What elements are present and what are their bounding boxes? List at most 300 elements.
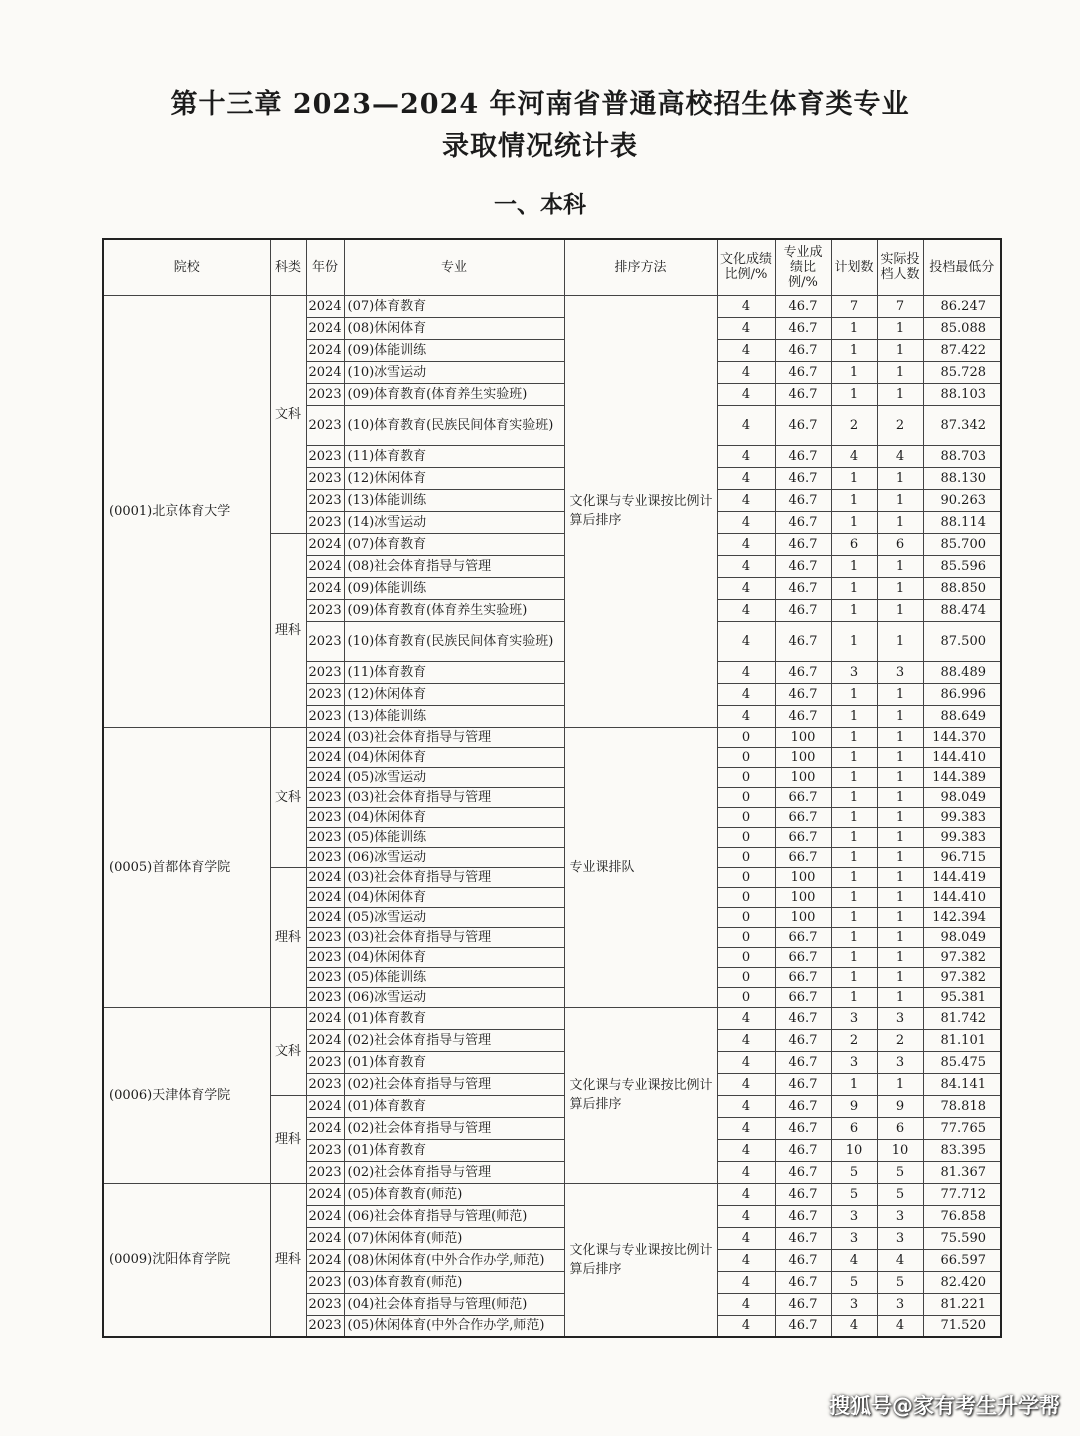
major-cell: (02)社会体育指导与管理: [344, 1073, 564, 1095]
year-cell: 2024: [306, 555, 344, 577]
min-score-cell: 66.597: [923, 1249, 1001, 1271]
major-cell: (03)体育教育(师范): [344, 1271, 564, 1293]
culture-ratio-cell: 4: [717, 1117, 775, 1139]
pro-ratio-cell: 66.7: [775, 787, 831, 807]
major-cell: (11)体育教育: [344, 445, 564, 467]
min-score-cell: 81.367: [923, 1161, 1001, 1183]
min-score-cell: 87.342: [923, 405, 1001, 445]
pro-ratio-cell: 46.7: [775, 1249, 831, 1271]
page-title-line2: 录取情况统计表: [442, 131, 638, 162]
plan-cell: 1: [831, 807, 877, 827]
min-score-cell: 144.410: [923, 887, 1001, 907]
category-cell: 理科: [270, 1183, 306, 1337]
major-cell: (06)冰雪运动: [344, 847, 564, 867]
culture-ratio-cell: 4: [717, 1139, 775, 1161]
year-cell: 2023: [306, 947, 344, 967]
culture-ratio-cell: 0: [717, 787, 775, 807]
pro-ratio-cell: 46.7: [775, 661, 831, 683]
plan-cell: 1: [831, 947, 877, 967]
min-score-cell: 78.818: [923, 1095, 1001, 1117]
plan-cell: 5: [831, 1183, 877, 1205]
page-title-line1: 第十三章 2023—2024 年河南省普通高校招生体育类专业: [170, 89, 910, 120]
major-cell: (04)休闲体育: [344, 887, 564, 907]
plan-cell: 1: [831, 383, 877, 405]
school-name-cell: (0009)沈阳体育学院: [103, 1183, 270, 1337]
min-score-cell: 77.765: [923, 1117, 1001, 1139]
major-cell: (02)社会体育指导与管理: [344, 1029, 564, 1051]
actual-cell: 1: [877, 727, 923, 747]
category-cell: 理科: [270, 533, 306, 727]
plan-cell: 1: [831, 827, 877, 847]
year-cell: 2023: [306, 599, 344, 621]
actual-cell: 10: [877, 1139, 923, 1161]
actual-cell: 1: [877, 747, 923, 767]
plan-cell: 4: [831, 445, 877, 467]
major-cell: (03)社会体育指导与管理: [344, 867, 564, 887]
culture-ratio-cell: 4: [717, 445, 775, 467]
year-cell: 2024: [306, 1095, 344, 1117]
major-cell: (09)体育教育(体育养生实验班): [344, 599, 564, 621]
plan-cell: 7: [831, 295, 877, 317]
year-cell: 2024: [306, 887, 344, 907]
year-cell: 2024: [306, 533, 344, 555]
min-score-cell: 90.263: [923, 489, 1001, 511]
header-category: 科类: [270, 239, 306, 295]
major-cell: (09)体育教育(体育养生实验班): [344, 383, 564, 405]
actual-cell: 4: [877, 1249, 923, 1271]
actual-cell: 1: [877, 577, 923, 599]
year-cell: 2024: [306, 1117, 344, 1139]
year-cell: 2023: [306, 967, 344, 987]
plan-cell: 1: [831, 847, 877, 867]
major-cell: (04)休闲体育: [344, 947, 564, 967]
pro-ratio-cell: 46.7: [775, 1051, 831, 1073]
actual-cell: 1: [877, 511, 923, 533]
year-cell: 2023: [306, 1271, 344, 1293]
culture-ratio-cell: 4: [717, 577, 775, 599]
min-score-cell: 144.389: [923, 767, 1001, 787]
year-cell: 2023: [306, 661, 344, 683]
actual-cell: 3: [877, 1051, 923, 1073]
culture-ratio-cell: 4: [717, 1205, 775, 1227]
pro-ratio-cell: 46.7: [775, 295, 831, 317]
culture-ratio-cell: 4: [717, 1007, 775, 1029]
major-cell: (01)体育教育: [344, 1007, 564, 1029]
table-body: [103, 295, 1001, 1337]
min-score-cell: 85.728: [923, 361, 1001, 383]
pro-ratio-cell: 46.7: [775, 383, 831, 405]
min-score-cell: 99.383: [923, 807, 1001, 827]
year-cell: 2023: [306, 1161, 344, 1183]
actual-cell: 1: [877, 317, 923, 339]
plan-cell: 10: [831, 1139, 877, 1161]
pro-ratio-cell: 46.7: [775, 1007, 831, 1029]
year-cell: 2023: [306, 1139, 344, 1161]
min-score-cell: 99.383: [923, 827, 1001, 847]
plan-cell: 4: [831, 1315, 877, 1337]
actual-cell: 1: [877, 847, 923, 867]
min-score-cell: 85.700: [923, 533, 1001, 555]
year-cell: 2023: [306, 511, 344, 533]
min-score-cell: 84.141: [923, 1073, 1001, 1095]
actual-cell: 4: [877, 1315, 923, 1337]
actual-cell: 1: [877, 1073, 923, 1095]
plan-cell: 1: [831, 887, 877, 907]
category-cell: 理科: [270, 1095, 306, 1183]
plan-cell: 1: [831, 747, 877, 767]
pro-ratio-cell: 46.7: [775, 705, 831, 727]
culture-ratio-cell: 0: [717, 867, 775, 887]
min-score-cell: 86.996: [923, 683, 1001, 705]
min-score-cell: 82.420: [923, 1271, 1001, 1293]
pro-ratio-cell: 46.7: [775, 683, 831, 705]
actual-cell: 3: [877, 661, 923, 683]
culture-ratio-cell: 4: [717, 467, 775, 489]
plan-cell: 1: [831, 339, 877, 361]
major-cell: (06)社会体育指导与管理(师范): [344, 1205, 564, 1227]
min-score-cell: 76.858: [923, 1205, 1001, 1227]
actual-cell: 1: [877, 827, 923, 847]
year-cell: 2023: [306, 383, 344, 405]
culture-ratio-cell: 0: [717, 927, 775, 947]
actual-cell: 1: [877, 967, 923, 987]
pro-ratio-cell: 46.7: [775, 1073, 831, 1095]
category-cell: 文科: [270, 295, 306, 533]
year-cell: 2024: [306, 727, 344, 747]
actual-cell: 1: [877, 383, 923, 405]
major-cell: (05)冰雪运动: [344, 907, 564, 927]
min-score-cell: 87.422: [923, 339, 1001, 361]
culture-ratio-cell: 0: [717, 987, 775, 1007]
major-cell: (02)社会体育指导与管理: [344, 1117, 564, 1139]
culture-ratio-cell: 0: [717, 767, 775, 787]
pro-ratio-cell: 46.7: [775, 577, 831, 599]
culture-ratio-cell: 4: [717, 621, 775, 661]
actual-cell: 1: [877, 907, 923, 927]
actual-cell: 1: [877, 887, 923, 907]
actual-cell: 6: [877, 1117, 923, 1139]
year-cell: 2023: [306, 827, 344, 847]
plan-cell: 3: [831, 1051, 877, 1073]
culture-ratio-cell: 4: [717, 1315, 775, 1337]
min-score-cell: 88.649: [923, 705, 1001, 727]
school-name-cell: (0006)天津体育学院: [103, 1007, 270, 1183]
actual-cell: 1: [877, 927, 923, 947]
min-score-cell: 85.088: [923, 317, 1001, 339]
year-cell: 2024: [306, 577, 344, 599]
method-cell: 文化课与专业课按比例计算后排序: [564, 1183, 717, 1337]
culture-ratio-cell: 0: [717, 827, 775, 847]
year-cell: 2023: [306, 705, 344, 727]
plan-cell: 3: [831, 1007, 877, 1029]
year-cell: 2023: [306, 405, 344, 445]
admission-table: [102, 238, 1002, 1338]
actual-cell: 1: [877, 555, 923, 577]
culture-ratio-cell: 0: [717, 847, 775, 867]
year-cell: 2023: [306, 787, 344, 807]
year-cell: 2024: [306, 1007, 344, 1029]
major-cell: (07)体育教育: [344, 295, 564, 317]
major-cell: (04)社会体育指导与管理(师范): [344, 1293, 564, 1315]
actual-cell: 5: [877, 1161, 923, 1183]
plan-cell: 1: [831, 599, 877, 621]
culture-ratio-cell: 4: [717, 1293, 775, 1315]
plan-cell: 1: [831, 705, 877, 727]
major-cell: (05)休闲体育(中外合作办学,师范): [344, 1315, 564, 1337]
plan-cell: 3: [831, 1227, 877, 1249]
pro-ratio-cell: 46.7: [775, 445, 831, 467]
pro-ratio-cell: 46.7: [775, 405, 831, 445]
year-cell: 2023: [306, 1293, 344, 1315]
major-cell: (13)体能训练: [344, 489, 564, 511]
major-cell: (10)体育教育(民族民间体育实验班): [344, 405, 564, 445]
pro-ratio-cell: 66.7: [775, 807, 831, 827]
pro-ratio-cell: 66.7: [775, 987, 831, 1007]
major-cell: (05)体能训练: [344, 827, 564, 847]
school-name-cell: (0001)北京体育大学: [103, 295, 270, 727]
year-cell: 2024: [306, 867, 344, 887]
major-cell: (03)社会体育指导与管理: [344, 787, 564, 807]
culture-ratio-cell: 4: [717, 489, 775, 511]
pro-ratio-cell: 46.7: [775, 1029, 831, 1051]
actual-cell: 3: [877, 1205, 923, 1227]
actual-cell: 1: [877, 361, 923, 383]
actual-cell: 1: [877, 867, 923, 887]
year-cell: 2024: [306, 295, 344, 317]
min-score-cell: 144.370: [923, 727, 1001, 747]
actual-cell: 1: [877, 467, 923, 489]
plan-cell: 1: [831, 1073, 877, 1095]
method-cell: 文化课与专业课按比例计算后排序: [564, 295, 717, 727]
actual-cell: 1: [877, 683, 923, 705]
plan-cell: 1: [831, 489, 877, 511]
pro-ratio-cell: 100: [775, 907, 831, 927]
plan-cell: 1: [831, 317, 877, 339]
min-score-cell: 86.247: [923, 295, 1001, 317]
plan-cell: 2: [831, 405, 877, 445]
major-cell: (05)体育教育(师范): [344, 1183, 564, 1205]
culture-ratio-cell: 4: [717, 1051, 775, 1073]
pro-ratio-cell: 46.7: [775, 599, 831, 621]
pro-ratio-cell: 46.7: [775, 1095, 831, 1117]
major-cell: (05)冰雪运动: [344, 767, 564, 787]
year-cell: 2023: [306, 847, 344, 867]
major-cell: (10)体育教育(民族民间体育实验班): [344, 621, 564, 661]
culture-ratio-cell: 4: [717, 555, 775, 577]
plan-cell: 5: [831, 1271, 877, 1293]
culture-ratio-cell: 4: [717, 599, 775, 621]
major-cell: (10)冰雪运动: [344, 361, 564, 383]
plan-cell: 1: [831, 511, 877, 533]
year-cell: 2024: [306, 361, 344, 383]
year-cell: 2023: [306, 489, 344, 511]
actual-cell: 5: [877, 1183, 923, 1205]
min-score-cell: 81.742: [923, 1007, 1001, 1029]
major-cell: (02)社会体育指导与管理: [344, 1161, 564, 1183]
pro-ratio-cell: 46.7: [775, 489, 831, 511]
plan-cell: 2: [831, 1029, 877, 1051]
actual-cell: 3: [877, 1293, 923, 1315]
year-cell: 2023: [306, 987, 344, 1007]
pro-ratio-cell: 46.7: [775, 1183, 831, 1205]
culture-ratio-cell: 4: [717, 1227, 775, 1249]
major-cell: (07)休闲体育(师范): [344, 1227, 564, 1249]
pro-ratio-cell: 46.7: [775, 1117, 831, 1139]
year-cell: 2023: [306, 683, 344, 705]
culture-ratio-cell: 4: [717, 339, 775, 361]
min-score-cell: 97.382: [923, 967, 1001, 987]
pro-ratio-cell: 46.7: [775, 1161, 831, 1183]
table-row: [103, 295, 1001, 317]
culture-ratio-cell: 4: [717, 533, 775, 555]
min-score-cell: 144.410: [923, 747, 1001, 767]
year-cell: 2023: [306, 807, 344, 827]
major-cell: (12)休闲体育: [344, 683, 564, 705]
culture-ratio-cell: 4: [717, 1029, 775, 1051]
actual-cell: 1: [877, 705, 923, 727]
plan-cell: 1: [831, 927, 877, 947]
year-cell: 2023: [306, 445, 344, 467]
min-score-cell: 83.395: [923, 1139, 1001, 1161]
header-culture-ratio: 文化成绩比例/%: [717, 239, 775, 295]
culture-ratio-cell: 0: [717, 807, 775, 827]
major-cell: (09)体能训练: [344, 339, 564, 361]
major-cell: (08)休闲体育(中外合作办学,师范): [344, 1249, 564, 1271]
category-cell: 文科: [270, 1007, 306, 1095]
min-score-cell: 98.049: [923, 787, 1001, 807]
culture-ratio-cell: 4: [717, 683, 775, 705]
section-title: 一、本科: [494, 191, 586, 218]
culture-ratio-cell: 0: [717, 747, 775, 767]
pro-ratio-cell: 100: [775, 887, 831, 907]
pro-ratio-cell: 46.7: [775, 533, 831, 555]
pro-ratio-cell: 46.7: [775, 1315, 831, 1337]
pro-ratio-cell: 100: [775, 867, 831, 887]
culture-ratio-cell: 4: [717, 1249, 775, 1271]
min-score-cell: 95.381: [923, 987, 1001, 1007]
culture-ratio-cell: 0: [717, 907, 775, 927]
plan-cell: 3: [831, 1293, 877, 1315]
culture-ratio-cell: 4: [717, 361, 775, 383]
min-score-cell: 88.474: [923, 599, 1001, 621]
min-score-cell: 85.596: [923, 555, 1001, 577]
actual-cell: 5: [877, 1271, 923, 1293]
actual-cell: 1: [877, 599, 923, 621]
pro-ratio-cell: 100: [775, 767, 831, 787]
pro-ratio-cell: 46.7: [775, 511, 831, 533]
year-cell: 2023: [306, 1073, 344, 1095]
pro-ratio-cell: 66.7: [775, 967, 831, 987]
culture-ratio-cell: 4: [717, 383, 775, 405]
plan-cell: 1: [831, 867, 877, 887]
actual-cell: 1: [877, 339, 923, 361]
year-cell: 2023: [306, 927, 344, 947]
actual-cell: 4: [877, 445, 923, 467]
plan-cell: 1: [831, 767, 877, 787]
culture-ratio-cell: 4: [717, 1073, 775, 1095]
header-school: 院校: [103, 239, 270, 295]
culture-ratio-cell: 0: [717, 887, 775, 907]
pro-ratio-cell: 46.7: [775, 621, 831, 661]
culture-ratio-cell: 4: [717, 405, 775, 445]
plan-cell: 6: [831, 1117, 877, 1139]
major-cell: (13)体能训练: [344, 705, 564, 727]
plan-cell: 1: [831, 621, 877, 661]
plan-cell: 1: [831, 907, 877, 927]
major-cell: (04)休闲体育: [344, 807, 564, 827]
year-cell: 2024: [306, 767, 344, 787]
pro-ratio-cell: 46.7: [775, 1227, 831, 1249]
actual-cell: 7: [877, 295, 923, 317]
pro-ratio-cell: 46.7: [775, 339, 831, 361]
table-row: [103, 1007, 1001, 1029]
pro-ratio-cell: 46.7: [775, 1205, 831, 1227]
actual-cell: 2: [877, 405, 923, 445]
pro-ratio-cell: 46.7: [775, 361, 831, 383]
plan-cell: 6: [831, 533, 877, 555]
source-watermark: 搜狐号@家有考生升学帮: [829, 1394, 1060, 1418]
culture-ratio-cell: 0: [717, 727, 775, 747]
school-name-cell: (0005)首都体育学院: [103, 727, 270, 1007]
actual-cell: 6: [877, 533, 923, 555]
major-cell: (09)体能训练: [344, 577, 564, 599]
pro-ratio-cell: 46.7: [775, 467, 831, 489]
culture-ratio-cell: 4: [717, 511, 775, 533]
header-pro-ratio: 专业成绩比例/%: [775, 239, 831, 295]
major-cell: (01)体育教育: [344, 1139, 564, 1161]
pro-ratio-cell: 100: [775, 747, 831, 767]
category-cell: 理科: [270, 867, 306, 1007]
actual-cell: 1: [877, 807, 923, 827]
min-score-cell: 144.419: [923, 867, 1001, 887]
min-score-cell: 88.130: [923, 467, 1001, 489]
min-score-cell: 87.500: [923, 621, 1001, 661]
min-score-cell: 97.382: [923, 947, 1001, 967]
header-min-score: 投档最低分: [923, 239, 1001, 295]
culture-ratio-cell: 4: [717, 1271, 775, 1293]
method-cell: 专业课排队: [564, 727, 717, 1007]
major-cell: (04)休闲体育: [344, 747, 564, 767]
category-cell: 文科: [270, 727, 306, 867]
method-cell: 文化课与专业课按比例计算后排序: [564, 1007, 717, 1183]
major-cell: (11)体育教育: [344, 661, 564, 683]
plan-cell: 3: [831, 1205, 877, 1227]
year-cell: 2023: [306, 467, 344, 489]
header-actual: 实际投档人数: [877, 239, 923, 295]
min-score-cell: 98.049: [923, 927, 1001, 947]
major-cell: (12)休闲体育: [344, 467, 564, 489]
pro-ratio-cell: 46.7: [775, 317, 831, 339]
year-cell: 2024: [306, 1205, 344, 1227]
min-score-cell: 71.520: [923, 1315, 1001, 1337]
year-cell: 2024: [306, 1029, 344, 1051]
year-cell: 2024: [306, 1183, 344, 1205]
culture-ratio-cell: 4: [717, 661, 775, 683]
min-score-cell: 96.715: [923, 847, 1001, 867]
major-cell: (01)体育教育: [344, 1051, 564, 1073]
culture-ratio-cell: 4: [717, 1183, 775, 1205]
min-score-cell: 88.489: [923, 661, 1001, 683]
plan-cell: 1: [831, 577, 877, 599]
min-score-cell: 81.101: [923, 1029, 1001, 1051]
pro-ratio-cell: 46.7: [775, 1271, 831, 1293]
plan-cell: 1: [831, 787, 877, 807]
culture-ratio-cell: 4: [717, 1095, 775, 1117]
actual-cell: 3: [877, 1007, 923, 1029]
major-cell: (08)休闲体育: [344, 317, 564, 339]
major-cell: (08)社会体育指导与管理: [344, 555, 564, 577]
actual-cell: 1: [877, 489, 923, 511]
